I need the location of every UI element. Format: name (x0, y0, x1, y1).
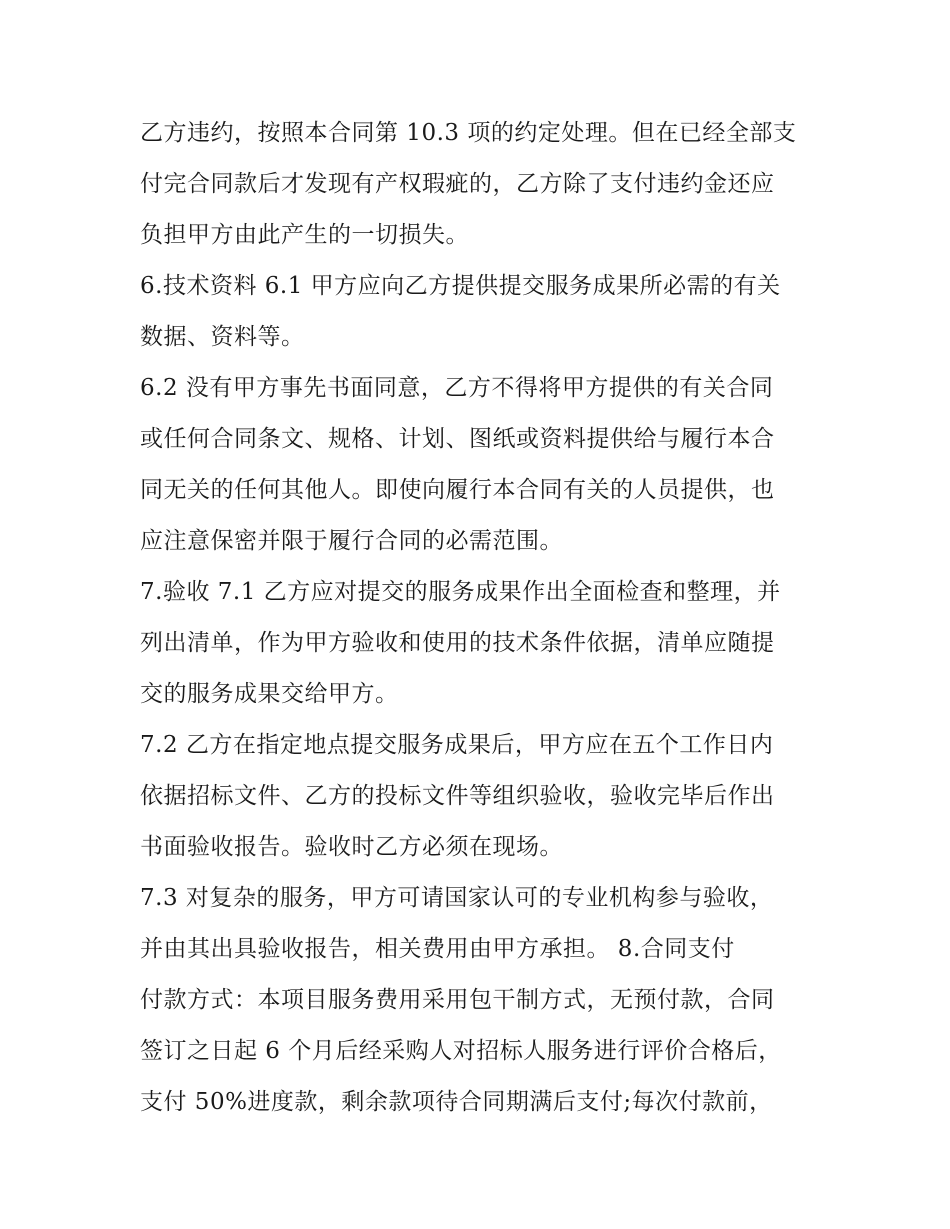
text-line: 书面验收报告。验收时乙方必须在现场。 (140, 834, 563, 860)
text-line: 或任何合同条文、规格、计划、图纸或资料提供给与履行本合 (140, 426, 775, 452)
text-line: 列出清单，作为甲方验收和使用的技术条件依据，清单应随提 (140, 630, 775, 656)
text-line: 7.验收 7.1 乙方应对提交的服务成果作出全面检查和整理，并 (140, 579, 781, 605)
text-line: 乙方违约，按照本合同第 10.3 项的约定处理。但在已经全部支 (140, 120, 797, 146)
text-line: 负担甲方由此产生的一切损失。 (140, 222, 469, 248)
text-line: 同无关的任何其他人。即使向履行本合同有关的人员提供，也 (140, 477, 775, 503)
text-line: 6.技术资料 6.1 甲方应向乙方提供提交服务成果所必需的有关 (140, 273, 781, 299)
text-line: 支付 50%进度款，剩余款项待合同期满后支付;每次付款前， (140, 1089, 773, 1115)
text-line: 签订之日起 6 个月后经采购人对招标人服务进行评价合格后， (140, 1038, 782, 1064)
text-line: 数据、资料等。 (140, 324, 305, 350)
text-line: 付完合同款后才发现有产权瑕疵的，乙方除了支付违约金还应 (140, 171, 775, 197)
text-line: 6.2 没有甲方事先书面同意，乙方不得将甲方提供的有关合同 (140, 375, 774, 401)
text-line: 7.3 对复杂的服务，甲方可请国家认可的专业机构参与验收， (140, 885, 774, 911)
document-body (140, 108, 820, 1128)
text-line: 交的服务成果交给甲方。 (140, 681, 399, 707)
text-line: 并由其出具验收报告，相关费用由甲方承担。 8.合同支付 (140, 936, 735, 962)
text-line: 依据招标文件、乙方的投标文件等组织验收，验收完毕后作出 (140, 783, 775, 809)
text-line: 付款方式：本项目服务费用采用包干制方式，无预付款，合同 (140, 987, 775, 1013)
text-line: 7.2 乙方在指定地点提交服务成果后，甲方应在五个工作日内 (140, 732, 774, 758)
text-line: 应注意保密并限于履行合同的必需范围。 (140, 528, 563, 554)
